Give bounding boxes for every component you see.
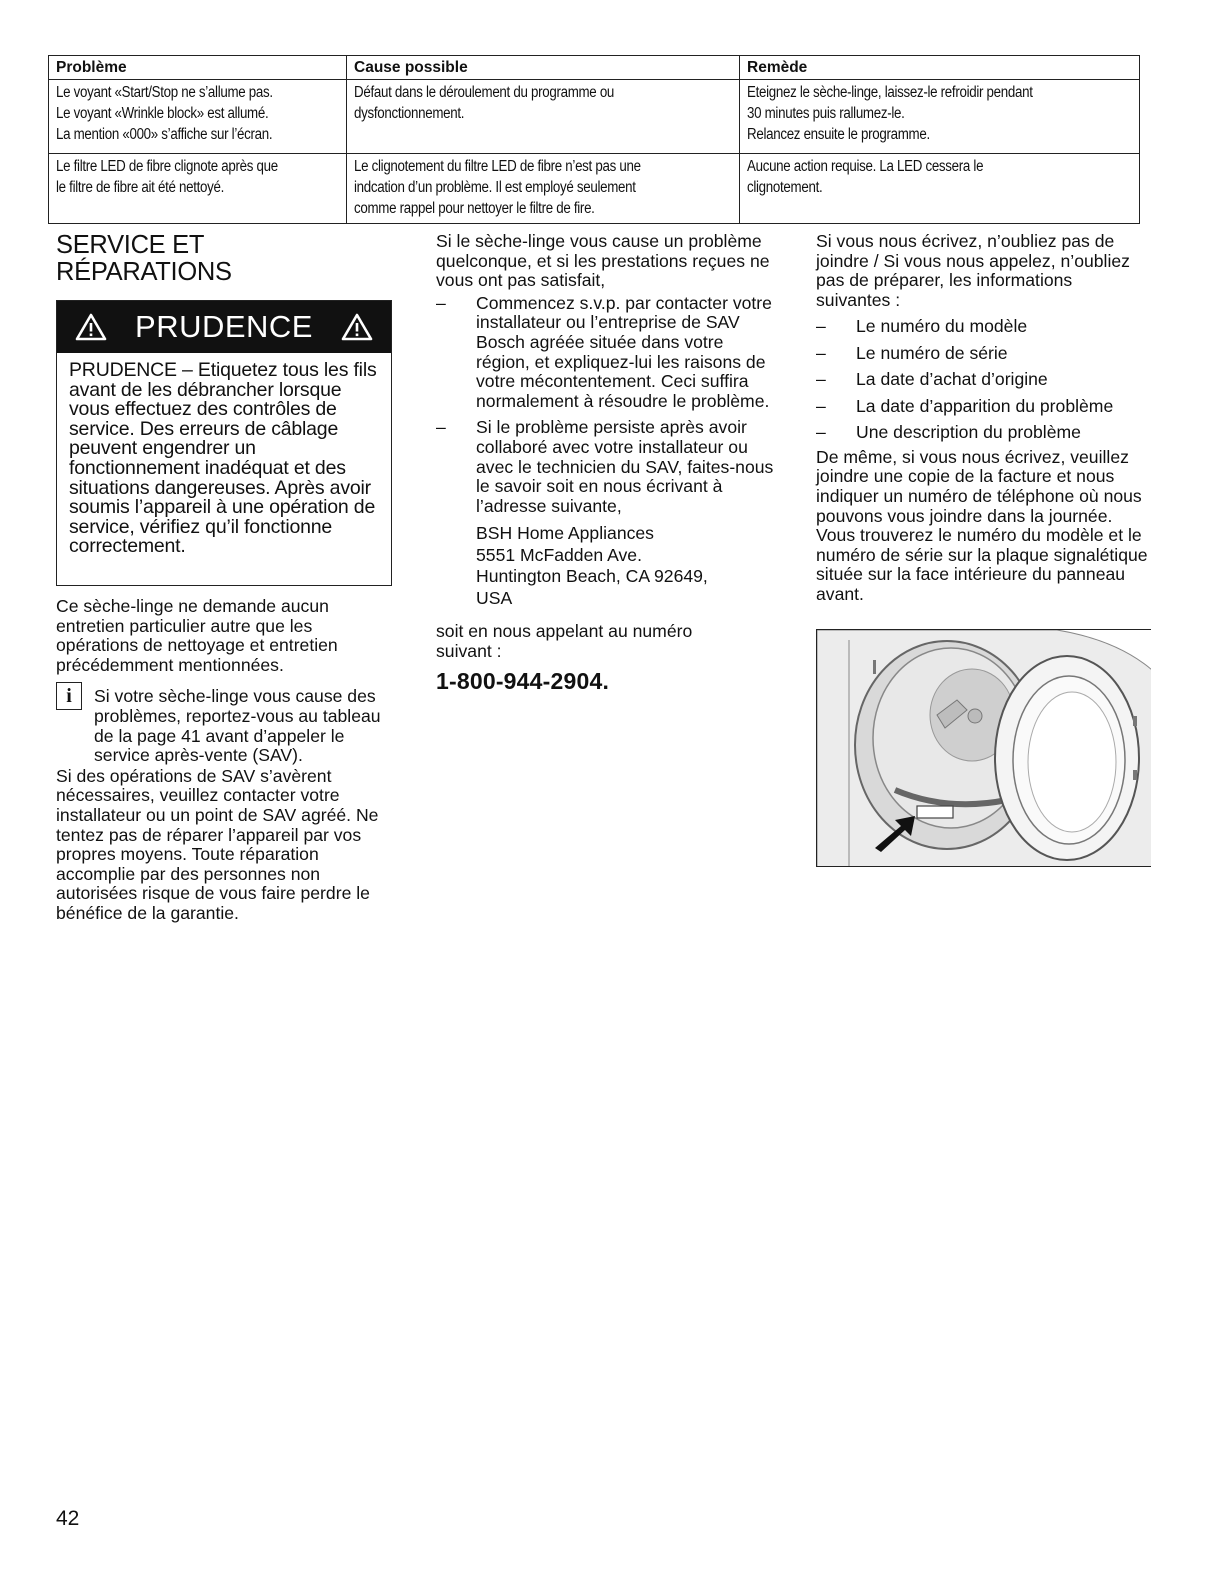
cell-remedy <box>740 154 1140 224</box>
cell-line: Relancez ensuite le programme. <box>747 126 930 143</box>
caution-header <box>57 301 391 353</box>
section-title-line: SERVICE ET <box>56 231 205 259</box>
table-row <box>49 154 1140 224</box>
section-title <box>56 232 392 286</box>
header-remedy: Remède <box>740 56 1140 80</box>
left-column-body <box>56 597 386 924</box>
caution-body <box>57 353 391 557</box>
dash-bullet: – <box>816 422 826 443</box>
cell-line: La mention «000» s’affiche sur l’écran. <box>56 126 273 143</box>
table-header-row <box>49 56 1140 80</box>
troubleshooting-table <box>48 55 1140 224</box>
dash-bullet: – <box>816 395 826 416</box>
header-problem: Problème <box>49 56 347 80</box>
list-item-text: La date d’achat d’origine <box>856 369 1048 390</box>
dash-bullet: – <box>816 316 826 337</box>
address-block <box>436 523 776 609</box>
dash-bullet: – <box>436 417 446 438</box>
list-item <box>816 366 1156 393</box>
cell-line: clignotement. <box>747 179 823 196</box>
cell-remedy <box>740 80 1140 154</box>
list-item <box>436 418 776 516</box>
caution-title: PRUDENCE <box>135 309 313 344</box>
cell-line: Le voyant «Start/Stop ne s’allume pas. <box>56 84 273 101</box>
right-intro: Si vous nous écrivez, n’oubliez pas de joindre / Si vous nous appelez, n’oubliez pas de préparer, les informations suivantes : <box>816 231 1130 310</box>
cell-problem <box>49 80 347 154</box>
dryer-drawing <box>817 630 1151 867</box>
caution-label: PRUDENCE <box>69 359 177 381</box>
cell-line: comme rappel pour nettoyer le filtre de fire. <box>354 200 595 217</box>
dash-bullet: – <box>436 292 446 313</box>
list-item-text: La date d’apparition du problème <box>856 395 1114 416</box>
cell-line: Défaut dans le déroulement du programme ou <box>354 84 615 101</box>
list-item <box>816 419 1156 446</box>
address-line: Huntington Beach, CA 92649, <box>476 566 708 587</box>
warning-triangle-icon <box>341 313 373 341</box>
list-item <box>436 294 776 412</box>
address-line: 5551 McFadden Ave. <box>476 544 642 565</box>
invoice-paragraph: De même, si vous nous écrivez, veuillez joindre une copie de la facture et nous indiquer un numéro de téléphone où nous pouvons vous joindre dans la journée. <box>816 446 1142 526</box>
address-line: BSH Home Appliances <box>476 523 654 544</box>
address-line: USA <box>476 587 513 608</box>
middle-column <box>436 231 776 694</box>
table-row <box>49 80 1140 154</box>
caution-box <box>56 300 392 586</box>
cell-line: Le clignotement du filtre LED de fibre n’est pas une <box>354 158 641 175</box>
list-item-text: Si le problème persiste après avoir collaboré avec votre installateur ou avec le technicien du SAV, faites-nous le savoir soit en nous écrivant à l’adresse suivante, <box>476 417 774 516</box>
service-paragraph: Si des opérations de SAV s’avèrent nécessaires, veuillez contacter votre installateur ou un point de SAV agréé. Ne tentez pas de réparer l’appareil par vos propres moyens. Toute réparation accomplie par des personnes non autorisées risque de vous faire perdre le bénéfice de la garantie. <box>56 765 379 923</box>
cell-line: Aucune action requise. La LED cessera le <box>747 158 984 175</box>
cell-line: le filtre de fibre ait été nettoyé. <box>56 179 225 196</box>
cell-problem <box>49 154 347 224</box>
right-column <box>816 232 1156 605</box>
cell-cause <box>347 80 740 154</box>
left-column <box>56 232 392 286</box>
caution-text: – Etiquetez tous les fils avant de les débrancher lorsque vous effectuez des contrôles de service. Des erreurs de câblage peuvent engendrer un fonctionnement inadéquat et des situations dangereuses. Après avoir soumis l’appareil à une opération de service, vérifiez qu’il fonctionne correctement. <box>69 359 377 558</box>
cell-line: 30 minutes puis rallumez-le. <box>747 105 905 122</box>
list-item <box>816 340 1156 367</box>
header-cause: Cause possible <box>347 56 740 80</box>
section-title-line: RÉPARATIONS <box>56 258 232 286</box>
list-item-text: Le numéro de série <box>856 342 1008 363</box>
info-text: Si votre sèche-linge vous cause des problèmes, reportez-vous au tableau de la page 41 avant d’appeler le service après-vente (SAV). <box>94 686 381 766</box>
dryer-rating-plate-illustration <box>816 629 1151 867</box>
info-icon: i <box>56 682 82 710</box>
cell-line: Eteignez le sèche-linge, laissez-le refroidir pendant <box>747 84 1033 101</box>
maintenance-paragraph: Ce sèche-linge ne demande aucun entretien particulier autre que les opérations de nettoyage et entretien précédemment mentionnées. <box>56 596 338 675</box>
list-item-text: Le numéro du modèle <box>856 316 1028 337</box>
middle-intro: Si le sèche-linge vous cause un problème quelconque, et si les prestations reçues ne vous ont pas satisfait, <box>436 231 770 291</box>
warning-triangle-icon <box>75 313 107 341</box>
cell-cause <box>347 154 740 224</box>
cell-line: Le filtre LED de fibre clignote après que <box>56 158 278 175</box>
list-item-text: Une description du problème <box>856 422 1081 443</box>
info-list <box>816 313 1156 446</box>
call-text: soit en nous appelant au numéro suivant : <box>436 621 693 661</box>
list-item <box>816 393 1156 420</box>
info-note <box>56 687 386 765</box>
list-item <box>816 313 1156 340</box>
cell-line: indcation d’un problème. Il est employé seulement <box>354 179 636 196</box>
dash-bullet: – <box>816 342 826 363</box>
rating-plate-paragraph: Vous trouverez le numéro du modèle et le numéro de série sur la plaque signalétique située sur la face intérieure du panneau avant. <box>816 525 1148 605</box>
dash-bullet: – <box>816 369 826 390</box>
phone-number: 1-800-944-2904. <box>436 667 610 694</box>
cell-line: dysfonctionnement. <box>354 105 465 122</box>
cell-line: Le voyant «Wrinkle block» est allumé. <box>56 105 269 122</box>
list-item-text: Commencez s.v.p. par contacter votre installateur ou l’entreprise de SAV Bosch agréée située dans votre région, et expliquez-lui les raisons de votre mécontentement. Ceci suffira normalement à résoudre le problème. <box>476 292 772 411</box>
page-number: 42 <box>56 1507 80 1530</box>
